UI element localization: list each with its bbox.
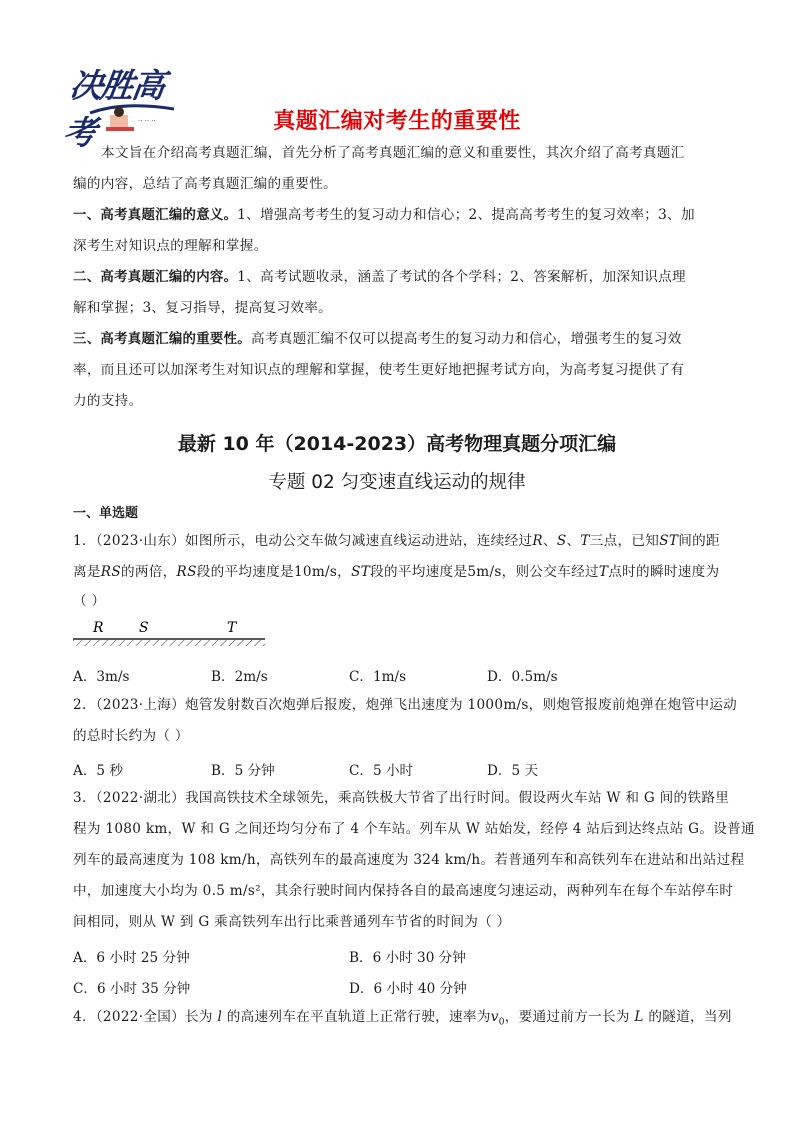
section-heading: 一、单选题: [73, 506, 139, 521]
q1-line-1: 1．（2023·山东）如图所示，电动公交车做匀减速直线运动进站，连续经过R、S、T三点，已知ST间的距: [73, 533, 720, 549]
q1-option-a[interactable]: A．3m/s: [73, 669, 130, 685]
point-2-line-2: 解和掌握；3、复习指导，提高复习效率。: [73, 300, 333, 316]
point-s-label: S: [139, 620, 149, 636]
q2-option-b[interactable]: B．5 分钟: [211, 763, 275, 779]
point-2-line-1: [73, 262, 723, 293]
q4-line-1: 4．（2022·全国）长为 l 的高速列车在平直轨道上正常行驶，速率为$v_0$，要通过前方一长为 L 的隧道，当列: [73, 1009, 732, 1028]
point-3-line-1: [73, 324, 723, 355]
q3-line-4: 中，加速度大小均为 0.5 m/s²，其余行驶时间内保持各自的最高速度匀速运动，两种列车在每个车站停车时: [73, 883, 734, 899]
point-3-text: 高考真题汇编不仅可以提高考生的复习动力和信心，增强考生的复习效: [250, 331, 682, 347]
q2-option-c[interactable]: C．5 小时: [349, 763, 414, 779]
q3-option-d[interactable]: D．6 小时 40 分钟: [349, 981, 467, 997]
point-1-text: 1、增强高考考生的复习动力和信心；2、提高高考考生的复习效率；3、加: [237, 207, 695, 223]
q2-option-a[interactable]: A．5 秒: [73, 763, 123, 779]
q2-option-d[interactable]: D．5 天: [487, 763, 539, 779]
q1-option-b[interactable]: B．2m/s: [211, 669, 268, 685]
header-title: 真题汇编对考生的重要性: [273, 109, 521, 134]
q3-line-5: 间相同，则从 W 到 G 乘高铁列车出行比乘普通列车节省的时间为（ ）: [73, 914, 511, 930]
document-title: 最新 10 年（2014-2023）高考物理真题分项汇编: [177, 433, 617, 455]
q3-line-2: 程为 1080 km，W 和 G 之间还均匀分布了 4 个车站。列车从 W 站始发，经停 4 站后到达终点站 G。设普通: [73, 821, 755, 837]
point-2-head: 二、高考真题汇编的内容。: [73, 270, 238, 285]
point-2-text: 1、高考试题收录，涵盖了考试的各个学科；2、答案解析，加深知识点理: [237, 269, 686, 285]
point-t-label: T: [227, 620, 237, 636]
q1-road-figure: [73, 615, 269, 655]
point-3-line-2: 率，而且还可以加深考生对知识点的理解和掌握，使考生更好地把握考试方向，为高考复习提供了有: [73, 362, 685, 378]
point-r-label: R: [93, 620, 104, 636]
svg-text:·· ·· ··: ·· ·· ··: [138, 117, 156, 125]
q2-line-2: 的总时长约为（ ）: [73, 728, 189, 744]
point-1-line-1: [73, 200, 723, 231]
q2-line-1: 2．（2023·上海）炮管发射数百次炮弹后报废，炮弹飞出速度为 1000m/s，则炮管报废前炮弹在炮管中运动: [73, 697, 738, 713]
q3-option-a[interactable]: A．6 小时 25 分钟: [73, 950, 190, 966]
q1-option-d[interactable]: D．0.5m/s: [487, 669, 558, 685]
q3-option-c[interactable]: C．6 小时 35 分钟: [73, 981, 191, 997]
q3-line-1: 3．（2022·湖北）我国高铁技术全球领先，乘高铁极大节省了出行时间。假设两火车站 W 和 G 间的铁路里: [73, 790, 730, 806]
q3-line-3: 列车的最高速度为 108 km/h，高铁列车的最高速度为 324 km/h。若普通列车和高铁列车在进站和出站过程: [73, 852, 745, 868]
point-1-head: 一、高考真题汇编的意义。: [73, 208, 238, 223]
topic-title: 专题 02 匀变速直线运动的规律: [268, 472, 526, 493]
logo-text: 决胜高考: [60, 66, 166, 152]
q1-line-2: 离是RS的两倍，RS段的平均速度是10m/s，ST段的平均速度是5m/s，则公交车经过T点时的瞬时速度为: [73, 564, 720, 580]
point-3-head: 三、高考真题汇编的重要性。: [73, 332, 251, 347]
q1-answer-paren: （ ）: [73, 593, 106, 609]
intro-line-1: 本文旨在介绍高考真题汇编，首先分析了高考真题汇编的意义和重要性，其次介绍了高考真题汇: [101, 145, 685, 161]
point-1-line-2: 深考生对知识点的理解和掌握。: [73, 238, 268, 254]
road-hatch: [73, 640, 265, 646]
q3-option-b[interactable]: B．6 小时 30 分钟: [349, 950, 466, 966]
point-3-line-3: 力的支持。: [73, 393, 143, 409]
q1-option-c[interactable]: C．1m/s: [349, 669, 407, 685]
intro-line-2: 编的内容，总结了高考真题汇编的重要性。: [73, 176, 337, 192]
